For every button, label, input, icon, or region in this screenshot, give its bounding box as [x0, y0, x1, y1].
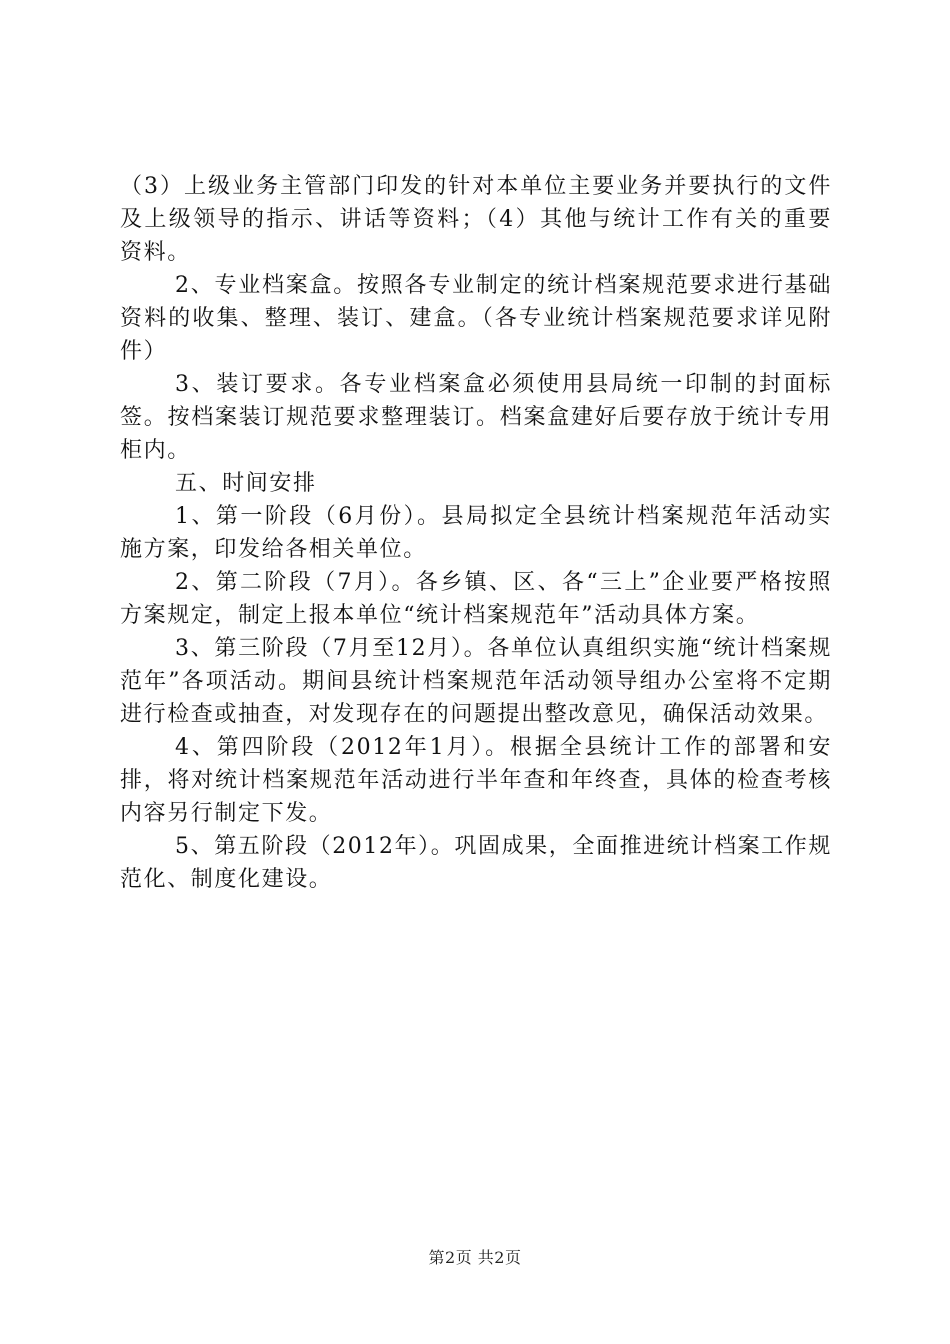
paragraph-materials-list: （3）上级业务主管部门印发的针对本单位主要业务并要执行的文件及上级领导的指示、讲话等资料；（4）其他与统计工作有关的重要资料。 — [120, 174, 832, 265]
paragraph-stage-one: 1、第一阶段（6月份）。县局拟定全县统计档案规范年活动实施方案，印发给各相关单位。 — [120, 504, 832, 562]
paragraph-binding-requirements: 3、装订要求。各专业档案盒必须使用县局统一印制的封面标签。按档案装订规范要求整理装订。档案盒建好后要存放于统计专用柜内。 — [120, 372, 832, 463]
paragraph-professional-archive-box: 2、专业档案盒。按照各专业制定的统计档案规范要求进行基础资料的收集、整理、装订、建盒。（各专业统计档案规范要求详见附件） — [120, 273, 832, 364]
page-number-footer: 第2页 共2页 — [428, 1248, 522, 1267]
paragraph-stage-five: 5、第五阶段（2012年）。巩固成果，全面推进统计档案工作规范化、制度化建设。 — [120, 834, 832, 892]
paragraph-stage-two: 2、第二阶段（7月）。各乡镇、区、各“三上”企业要严格按照方案规定，制定上报本单位“统计档案规范年”活动具体方案。 — [120, 570, 832, 628]
paragraph-stage-three: 3、第三阶段（7月至12月）。各单位认真组织实施“统计档案规范年”各项活动。期间县统计档案规范年活动领导组办公室将不定期进行检查或抽查，对发现存在的问题提出整改意见，确保活动效果。 — [120, 636, 832, 727]
paragraph-stage-four: 4、第四阶段（2012年1月）。根据全县统计工作的部署和安排，将对统计档案规范年活动进行半年查和年终查，具体的检查考核内容另行制定下发。 — [120, 735, 832, 826]
document-body — [120, 170, 832, 896]
section-heading-schedule: 五、时间安排 — [175, 471, 317, 496]
